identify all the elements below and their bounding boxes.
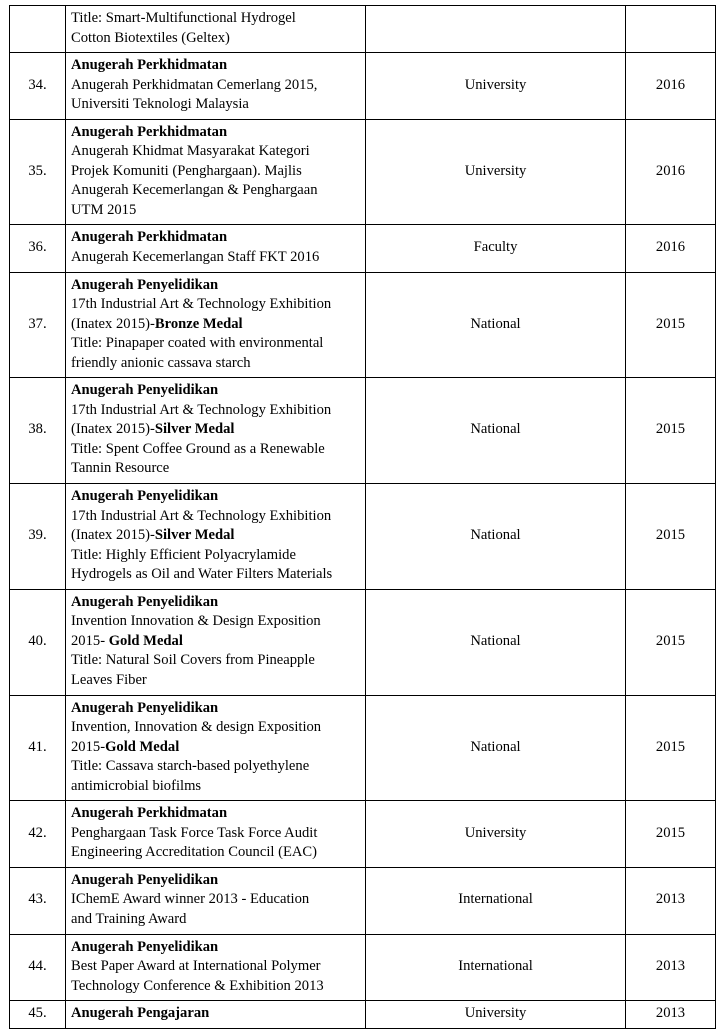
award-description-line: Universiti Teknologi Malaysia bbox=[71, 96, 249, 113]
award-description-line: Anugerah Pengajaran bbox=[71, 1005, 210, 1022]
row-number-cell: 44. bbox=[10, 934, 66, 1001]
row-number-cell: 36. bbox=[10, 225, 66, 272]
award-year-cell: 2013 bbox=[626, 867, 716, 934]
award-level-cell: Faculty bbox=[366, 225, 626, 272]
table-row bbox=[10, 801, 716, 868]
award-description-line: Anugerah Penyelidikan bbox=[71, 488, 219, 505]
award-description-cell bbox=[66, 934, 366, 1001]
award-year-cell: 2016 bbox=[626, 53, 716, 120]
row-number-cell: 39. bbox=[10, 484, 66, 590]
award-description-line: 17th Industrial Art & Technology Exhibition bbox=[71, 296, 332, 313]
table-row bbox=[10, 867, 716, 934]
award-description-line: Engineering Accreditation Council (EAC) bbox=[71, 844, 317, 861]
row-number-cell: 37. bbox=[10, 272, 66, 378]
row-number-cell: 38. bbox=[10, 378, 66, 484]
award-description-line: Anugerah Kecemerlangan Staff FKT 2016 bbox=[71, 249, 320, 266]
award-year-cell: 2015 bbox=[626, 589, 716, 695]
award-description-line: Anugerah Penyelidikan bbox=[71, 871, 219, 888]
award-description-line: friendly anionic cassava starch bbox=[71, 354, 251, 371]
award-description-line: Projek Komuniti (Penghargaan). Majlis bbox=[71, 162, 302, 179]
award-description-cell bbox=[66, 119, 366, 225]
award-description-line: (Inatex 2015)-Silver Medal bbox=[71, 421, 235, 438]
award-description-line: Title: Highly Efficient Polyacrylamide bbox=[71, 546, 296, 563]
award-description-line: Technology Conference & Exhibition 2013 bbox=[71, 977, 324, 994]
award-description-line: Cotton Biotextiles (Geltex) bbox=[71, 29, 230, 46]
award-description-line: Invention Innovation & Design Exposition bbox=[71, 613, 321, 630]
row-number-cell: 34. bbox=[10, 53, 66, 120]
row-number-cell bbox=[10, 6, 66, 53]
award-description-line: Best Paper Award at International Polymer bbox=[71, 958, 321, 975]
award-description-cell bbox=[66, 1001, 366, 1029]
award-description-line: Anugerah Perkhidmatan bbox=[71, 123, 228, 140]
award-year-cell: 2013 bbox=[626, 1001, 716, 1029]
award-description-line: Invention, Innovation & design Exposition bbox=[71, 719, 322, 736]
award-description-line: Anugerah Perkhidmatan Cemerlang 2015, bbox=[71, 76, 318, 93]
award-description-line: and Training Award bbox=[71, 910, 187, 927]
award-description-cell bbox=[66, 589, 366, 695]
award-description-line: Anugerah Perkhidmatan bbox=[71, 805, 228, 822]
table-row bbox=[10, 225, 716, 272]
document-page bbox=[0, 5, 722, 1029]
award-description-cell bbox=[66, 225, 366, 272]
table-row bbox=[10, 1001, 716, 1029]
row-number-cell: 35. bbox=[10, 119, 66, 225]
award-description-line: Tannin Resource bbox=[71, 460, 170, 477]
award-description-line: Anugerah Penyelidikan bbox=[71, 382, 219, 399]
award-description-line: (Inatex 2015)-Bronze Medal bbox=[71, 315, 243, 332]
award-description-line: UTM 2015 bbox=[71, 201, 137, 218]
award-description-cell bbox=[66, 378, 366, 484]
awards-table-body bbox=[10, 6, 716, 1029]
award-description-cell bbox=[66, 484, 366, 590]
award-year-cell: 2015 bbox=[626, 484, 716, 590]
award-description-line: Title: Pinapaper coated with environmental bbox=[71, 335, 324, 352]
award-description-cell bbox=[66, 272, 366, 378]
award-description-cell bbox=[66, 801, 366, 868]
award-description-cell bbox=[66, 695, 366, 801]
award-year-cell: 2013 bbox=[626, 934, 716, 1001]
row-number-cell: 45. bbox=[10, 1001, 66, 1029]
award-description-line: Anugerah Perkhidmatan bbox=[71, 57, 228, 74]
award-year-cell: 2016 bbox=[626, 225, 716, 272]
row-number-cell: 42. bbox=[10, 801, 66, 868]
award-description-cell bbox=[66, 53, 366, 120]
table-row bbox=[10, 272, 716, 378]
table-row bbox=[10, 484, 716, 590]
award-level-cell: University bbox=[366, 53, 626, 120]
awards-table bbox=[9, 5, 716, 1029]
table-row bbox=[10, 378, 716, 484]
award-description-line: 2015-Gold Medal bbox=[71, 738, 180, 755]
award-level-cell: University bbox=[366, 801, 626, 868]
award-year-cell: 2015 bbox=[626, 801, 716, 868]
award-description-line: Title: Cassava starch-based polyethylene bbox=[71, 758, 310, 775]
award-description-line: Anugerah Penyelidikan bbox=[71, 276, 219, 293]
award-description-line: Title: Spent Coffee Ground as a Renewable bbox=[71, 440, 325, 457]
award-level-cell: National bbox=[366, 272, 626, 378]
award-description-line: Title: Smart-Multifunctional Hydrogel bbox=[71, 10, 296, 26]
award-description-line: 2015- Gold Medal bbox=[71, 632, 183, 649]
row-number-cell: 41. bbox=[10, 695, 66, 801]
table-row bbox=[10, 6, 716, 53]
award-description-line: 17th Industrial Art & Technology Exhibition bbox=[71, 507, 332, 524]
award-description-line: Title: Natural Soil Covers from Pineapple bbox=[71, 652, 315, 669]
award-year-cell bbox=[626, 6, 716, 53]
award-description-cell bbox=[66, 867, 366, 934]
award-description-line: Anugerah Khidmat Masyarakat Kategori bbox=[71, 143, 310, 160]
award-level-cell: International bbox=[366, 867, 626, 934]
award-level-cell: University bbox=[366, 1001, 626, 1029]
award-description-line: Anugerah Perkhidmatan bbox=[71, 229, 228, 246]
award-level-cell: National bbox=[366, 378, 626, 484]
award-description-line: Leaves Fiber bbox=[71, 671, 147, 688]
award-description-line: Anugerah Kecemerlangan & Penghargaan bbox=[71, 182, 318, 199]
table-row bbox=[10, 934, 716, 1001]
award-description-line: antimicrobial biofilms bbox=[71, 777, 202, 794]
award-description-line: Anugerah Penyelidikan bbox=[71, 938, 219, 955]
award-level-cell bbox=[366, 6, 626, 53]
award-level-cell: National bbox=[366, 484, 626, 590]
award-level-cell: International bbox=[366, 934, 626, 1001]
award-level-cell: University bbox=[366, 119, 626, 225]
award-description-line: 17th Industrial Art & Technology Exhibition bbox=[71, 401, 332, 418]
award-description-line: Anugerah Penyelidikan bbox=[71, 699, 219, 716]
award-year-cell: 2015 bbox=[626, 695, 716, 801]
award-description-line: IChemE Award winner 2013 - Education bbox=[71, 891, 310, 908]
award-description-line: Penghargaan Task Force Task Force Audit bbox=[71, 824, 318, 841]
table-row bbox=[10, 695, 716, 801]
award-description-cell bbox=[66, 6, 366, 53]
award-description-line: (Inatex 2015)-Silver Medal bbox=[71, 527, 235, 544]
award-year-cell: 2015 bbox=[626, 378, 716, 484]
table-row bbox=[10, 589, 716, 695]
row-number-cell: 43. bbox=[10, 867, 66, 934]
award-level-cell: National bbox=[366, 589, 626, 695]
table-row bbox=[10, 53, 716, 120]
row-number-cell: 40. bbox=[10, 589, 66, 695]
award-level-cell: National bbox=[366, 695, 626, 801]
award-description-line: Anugerah Penyelidikan bbox=[71, 593, 219, 610]
award-year-cell: 2015 bbox=[626, 272, 716, 378]
award-year-cell: 2016 bbox=[626, 119, 716, 225]
award-description-line: Hydrogels as Oil and Water Filters Materials bbox=[71, 566, 333, 583]
table-row bbox=[10, 119, 716, 225]
